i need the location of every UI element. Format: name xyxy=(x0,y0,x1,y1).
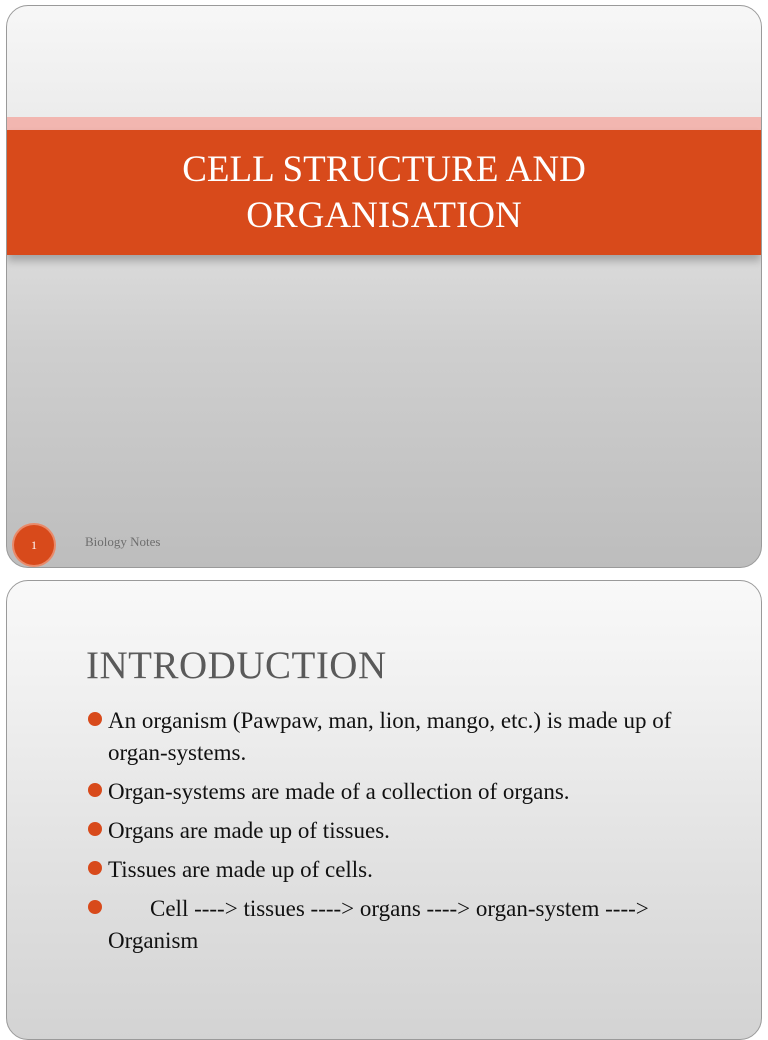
title-slide xyxy=(6,5,762,568)
slide-title-line-1: CELL STRUCTURE AND xyxy=(182,148,586,190)
slide-footer: Biology Notes xyxy=(85,534,161,549)
bullet-text: Organs are made up of tissues. xyxy=(108,818,390,843)
bullet-text: Organ-systems are made of a collection of organs. xyxy=(108,779,570,804)
bullet-text: An organism (Pawpaw, man, lion, mango, etc.) is made up of organ-systems. xyxy=(108,708,672,765)
bullet-item xyxy=(86,854,726,886)
bullet-text: Cell ----> tissues ----> organs ----> organ-system ----> Organism xyxy=(108,896,649,953)
bullet-list xyxy=(86,705,726,964)
slide-number: 1 xyxy=(31,537,37,552)
slide-number-badge xyxy=(14,525,54,565)
title-band xyxy=(7,130,761,255)
bullet-dot-icon xyxy=(88,822,102,836)
bullet-item xyxy=(86,776,726,808)
bullet-dot-icon xyxy=(88,861,102,875)
bullet-dot-icon xyxy=(88,900,102,914)
bullet-text: Tissues are made up of cells. xyxy=(108,857,373,882)
bullet-item xyxy=(86,815,726,847)
bullet-dot-icon xyxy=(88,712,102,726)
bullet-dot-icon xyxy=(88,783,102,797)
bullet-item xyxy=(86,705,726,769)
slide-title-line-2: ORGANISATION xyxy=(246,194,522,236)
introduction-slide xyxy=(6,580,762,1040)
bullet-item xyxy=(86,893,726,957)
slide-title xyxy=(182,147,586,239)
slide-heading: INTRODUCTION xyxy=(86,644,387,687)
